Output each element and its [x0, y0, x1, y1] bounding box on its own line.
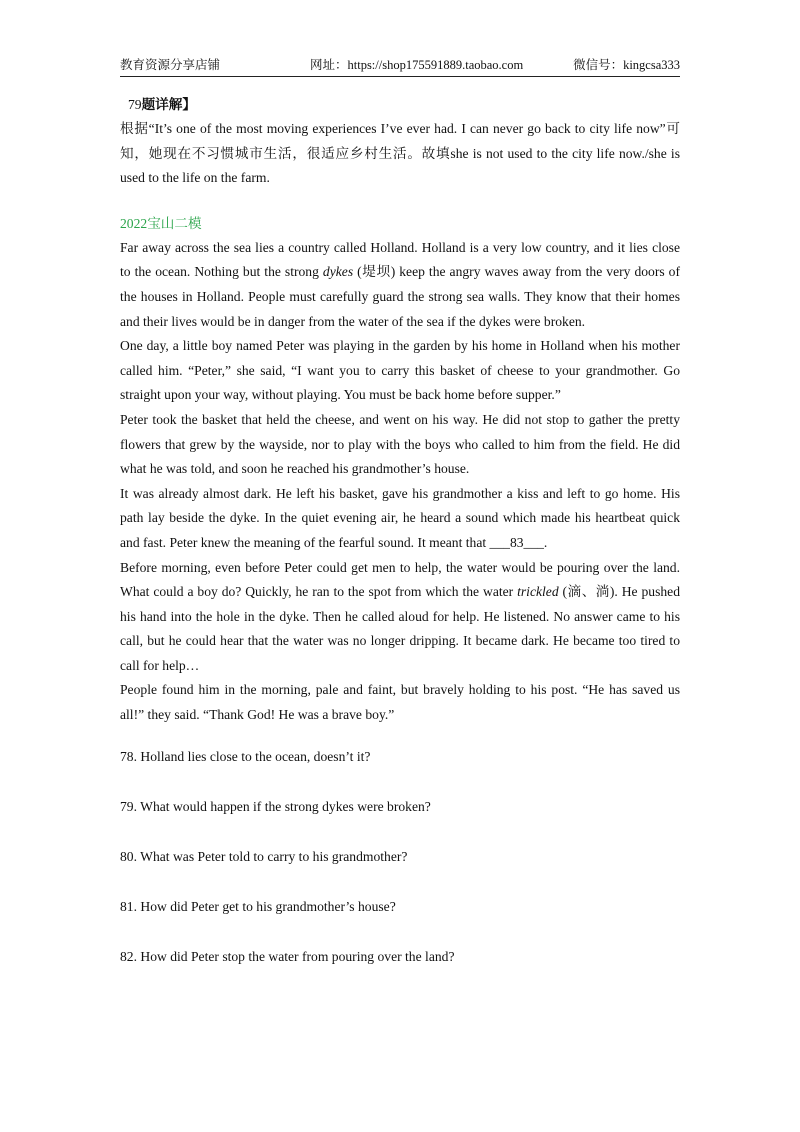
- passage-paragraph-5: [120, 556, 680, 679]
- answer-79-answer: she is not used to the city life now./she is used to the life on the farm.: [120, 145, 681, 186]
- passage-p1-text-b: (堤坝) keep the angry waves away from the very doors of the houses in Holland. People must carefully guard the strong sea walls. They know that their homes and their lives would be in danger from the water of the sea if the dykes were broken.: [120, 264, 680, 329]
- answer-79-text-c: 可知，她现在不习惯城市生活，很适应乡村生活。故填: [120, 121, 681, 161]
- answer-79-text-a: 根据: [120, 121, 149, 136]
- section-title: 2022宝山二模: [120, 215, 202, 231]
- passage-paragraph-2: One day, a little boy named Peter was playing in the garden by his home in Holland when his mother called him. “Peter,” she said, “I want you to carry this basket of cheese to your grandmother. Go straight upon your way, without playing. You must be back home before supper.”: [120, 338, 680, 403]
- passage-paragraph-4: It was already almost dark. He left his basket, gave his grandmother a kiss and left to go home. His path lay beside the dyke. In the quiet evening air, he heard a sound which made his heartbeat quick and fast. Peter knew the meaning of the fearful sound. It meant that ___83___.: [120, 485, 680, 550]
- header-website[interactable]: 网址：https://shop175591889.taobao.com: [310, 58, 524, 72]
- reading-passage: [120, 236, 680, 728]
- question-80: 80. What was Peter told to carry to his grandmother?: [120, 848, 408, 864]
- passage-paragraph-1: [120, 236, 680, 334]
- passage-paragraph-3: Peter took the basket that held the cheese, and went on his way. He did not stop to gather the pretty flowers that grew by the wayside, nor to play with the boys who called to him from the field. He did what he was told, and soon he reached his grandmother’s house.: [120, 411, 680, 477]
- header-shop-name: 教育资源分享店铺: [120, 58, 221, 72]
- question-79: 79. What would happen if the strong dykes were broken?: [120, 798, 431, 814]
- answer-79-heading: 题详解】: [141, 97, 196, 112]
- question-81: 81. How did Peter get to his grandmother’s house?: [120, 898, 396, 914]
- question-82: 82. How did Peter stop the water from pouring over the land?: [120, 948, 455, 964]
- page-content: [120, 93, 680, 969]
- answer-79-number: 79: [128, 97, 142, 112]
- answer-79-explanation: [120, 117, 680, 191]
- passage-p1-text-a: Far away across the sea lies a country called Holland. Holland is a very low country, and it lies close to the ocean. Nothing but the strong: [120, 239, 680, 280]
- passage-p5-text-a: Before morning, even before Peter could get men to help, the water would be pouring over the land. What could a boy do? Quickly, he ran to the spot from which the water: [120, 559, 680, 600]
- header-wechat: 微信号：kingcsa333: [573, 58, 680, 72]
- answer-79-quote: “It’s one of the most moving experiences I’ve ever had. I can never go back to city life now”: [148, 121, 666, 136]
- passage-p5-text-b: (滴、淌). He pushed his hand into the hole in the dyke. Then he called aloud for help. He listened. No answer came to his call, but he could hear that the water was no longer dripping. It became dark. He became too tired to call for help…: [120, 584, 681, 673]
- passage-word-trickled: trickled: [517, 584, 559, 600]
- passage-word-dykes: dykes: [322, 264, 354, 280]
- answer-79-title: [128, 93, 680, 117]
- page-header: [120, 56, 680, 77]
- question-78: 78. Holland lies close to the ocean, doesn’t it?: [120, 748, 371, 764]
- question-list: [120, 745, 680, 969]
- passage-paragraph-6: People found him in the morning, pale and faint, but bravely holding to his post. “He has saved us all!” they said. “Thank God! He was a brave boy.”: [120, 682, 680, 723]
